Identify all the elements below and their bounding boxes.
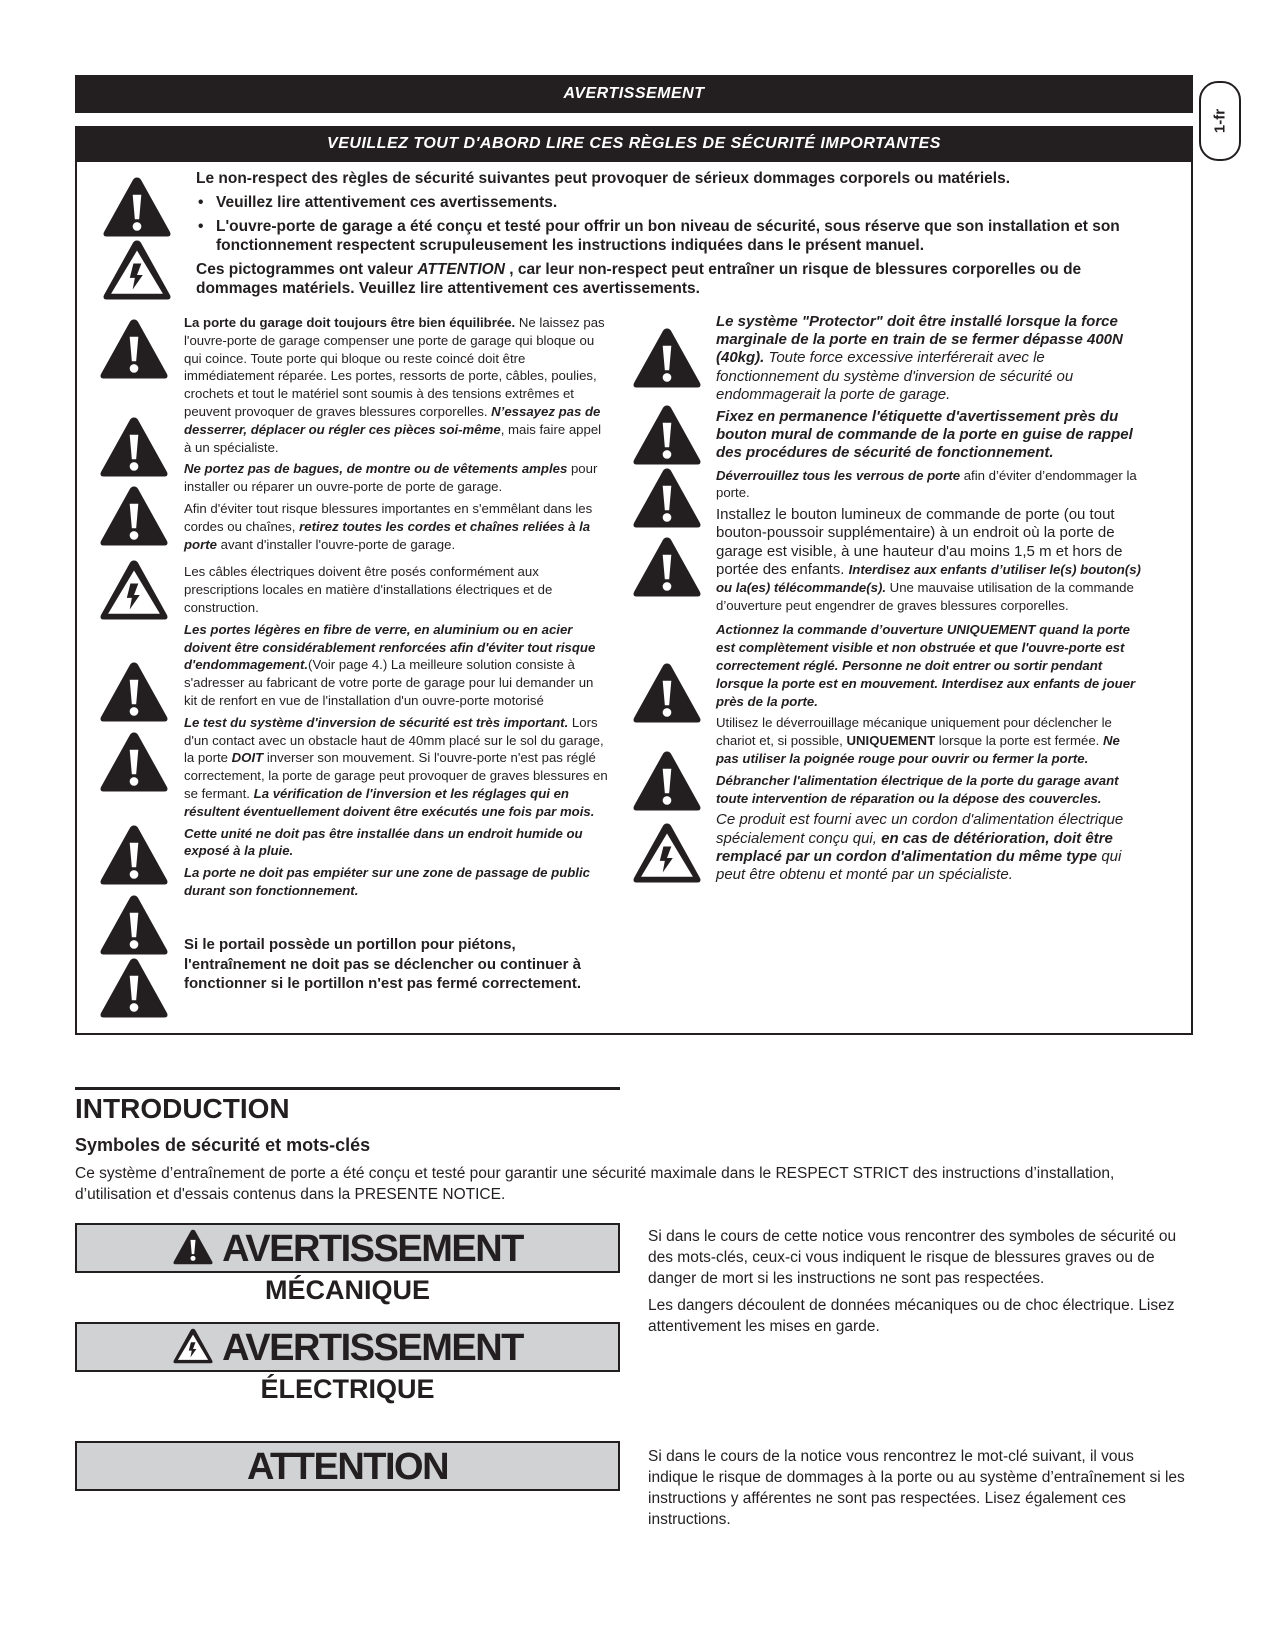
right-safety-column [716,313,1141,888]
rule-text: inverser son mouvement. Si l'ouvre-porte n'est pas réglé correctement, la porte de garage peut provoquer de graves blessures en se fermant. [184,750,608,801]
warning-banner-text: AVERTISSEMENT [563,85,705,102]
rule-text: avant d'installer l'ouvre-porte de garage. [216,536,456,552]
pictogram-note-text: , car leur non-respect peut entraîner un risque de blessures corporelles ou de dommages matériels. Veuillez lire attentivement ces avertissements. [196,261,1082,297]
electric-hazard-icon [172,1327,214,1365]
rule-emphasis: N’essayez pas de desserrer, déplacer ou régler ces pièces soi-même [184,403,601,437]
signal-word: AVERTISSEMENT [222,1327,523,1369]
rule-emphasis: Le test du système d'inversion de sécurité est très important. [184,714,569,730]
rule-text: Les câbles électriques doivent être posés conformément aux prescriptions locales en matière d'installations électriques et de construction. [184,564,553,615]
rule-item [184,500,608,553]
rule-item [716,467,1141,503]
rule-heading: La porte du garage doit toujours être bien équilibrée. [184,315,516,330]
rule-text: afin d’éviter d’endommager la porte. [716,467,1137,501]
attention-label [75,1441,620,1491]
rule-text: , mais faire appel à un spécialiste. [184,421,602,455]
rule-emphasis: Les portes légères en fibre de verre, en aluminium ou en acier doivent être considérablement renforcées afin d'éviter tout risque d'endommagement. [184,621,596,673]
electric-hazard-icon [631,820,703,886]
warning-triangle-icon [101,174,173,240]
safety-intro [196,169,1151,298]
rule-item [716,506,1141,615]
signal-word: ATTENTION [246,1446,449,1488]
rule-text: pour installer ou réparer un ouvre-porte de porte de garage. [184,461,598,495]
safety-subbanner-text: VEUILLEZ TOUT D'ABORD LIRE CES RÈGLES DE SÉCURITÉ IMPORTANTES [327,135,941,152]
warning-triangle-icon [98,483,170,549]
rule-emphasis: La porte ne doit pas empiéter sur une zone de passage de public durant son fonctionnement. [184,865,590,898]
section-rule [75,1087,620,1090]
warning-triangle-icon [631,325,703,391]
safety-bullet: • Veuillez lire attentivement ces avertissements. [196,193,1151,212]
rule-item [716,313,1141,404]
warning-triangle-icon [98,659,170,725]
warning-triangle-icon [98,729,170,795]
rule-item [716,408,1141,463]
electric-hazard-icon [98,557,170,623]
safety-bullet: • L'ouvre-porte de garage a été conçu et testé pour offrir un bon niveau de sécurité, sous réserve que son installation et son fonctionnement respectent scrupuleusement les instructions indiquées dans le présent manuel. [196,217,1151,255]
rule-item [716,621,1141,710]
rule-emphasis: Le système "Protector" doit être installé lorsque la force marginale de la porte en train de se fermer dépasse 400N (40kg). [716,313,1123,367]
rule-emphasis: en cas de détérioration, doit être remplacé par un cordon d'alimentation du même type [716,829,1113,865]
rule-text: Toute force excessive interférerait avec le fonctionnement du système d'inversion de sécurité ou endommagerait la porte de garage. [716,349,1074,403]
rule-item [184,563,608,616]
safety-subbanner [75,126,1193,162]
warning-triangle-icon [631,534,703,600]
section-subtitle: Symboles de sécurité et mots-clés [75,1135,371,1155]
rule-text: Ce produit est fourni avec un cordon d'alimentation électrique spécialement conçu qui, [716,811,1124,847]
attention-explanation [648,1446,1188,1536]
left-safety-column [184,314,608,904]
rule-text: Utilisez le déverrouillage mécanique uniquement pour déclencher le chariot et, si possible, [716,715,1112,749]
rule-heading: Si le portail possède un portillon pour piétons, l'entraînement ne doit pas se déclencher ou continuer à fonctionner si le portillon n'est pas fermé correctement. [184,936,581,992]
warning-triangle-icon [172,1228,214,1266]
warning-triangle-icon [631,660,703,726]
rule-item [184,460,608,496]
rule-text: Afin d'éviter tout risque blessures importantes en s'emmêlant dans les cordes ou chaînes, [184,500,593,534]
electrical-warning-label [75,1322,620,1372]
signal-word: AVERTISSEMENT [222,1228,523,1270]
warning-triangle-icon [631,465,703,531]
rule-text: Lors d'un contact avec un obstacle haut de 40mm placé sur le sol du garage, la porte [184,714,604,766]
rule-emphasis: DOIT [231,750,264,766]
rule-text: lorsque la porte est fermée. [935,733,1103,749]
attention-word: ATTENTION [417,261,505,278]
warning-triangle-icon [98,822,170,888]
rule-emphasis: Ne portez pas de bagues, de montre ou de vêtements amples [184,461,568,477]
intro-paragraph: Ce système d’entraînement de porte a été conçu et testé pour garantir une sécurité maximale dans le RESPECT STRICT des instructions d’installation, d’utilisation et d'essais contenus dans la PRESENTE NOTICE. [75,1165,1115,1203]
warning-triangle-icon [98,414,170,480]
pictogram-note-text: Ces pictogrammes ont valeur [196,261,418,278]
rule-text: (Voir page 4.) La meilleure solution consiste à s'adresser au fabricant de votre porte de garage pour lui demander un kit de renfort en vue de l'installation d'un ouvre-porte motorisé [184,657,594,708]
mechanical-warning-label [75,1223,620,1273]
mechanical-label: MÉCANIQUE [264,1275,430,1305]
rule-item [184,621,608,710]
pictogram-note [196,260,1151,298]
page-number: 1-fr [1211,108,1229,134]
warning-triangle-icon [98,316,170,382]
signal-text: Les dangers découlent de données mécaniques ou de choc électrique. Lisez attentivement les mises en garde. [648,1297,1175,1335]
rule-emphasis: Débrancher l'alimentation électrique de la porte du garage avant toute intervention de réparation ou la dépose des couvercles. [716,772,1119,806]
rule-emphasis: Fixez en permanence l'étiquette d'avertissement près du bouton mural de commande de la porte en guise de rappel des procédures de sécurité de fonctionnement. [716,408,1133,462]
rule-item [184,825,608,861]
electric-hazard-icon [101,237,173,303]
electrical-label: ÉLECTRIQUE [260,1374,435,1404]
rule-emphasis: UNIQUEMENT [846,733,936,749]
rule-emphasis: Interdisez aux enfants d’utiliser le(s) bouton(s) ou la(es) télécommande(s). [716,561,1141,596]
rule-text: qui peut être obtenu et monté par un spécialiste. [716,847,1122,884]
page-tab [1199,81,1241,161]
rule-text: Une mauvaise utilisation de la commande d’ouverture peut engendrer de graves blessures corporelles. [716,580,1134,614]
warning-banner [75,75,1193,113]
warning-triangle-icon [98,955,170,1021]
rule-emphasis: Déverrouillez tous les verrous de porte [716,467,961,483]
signal-text: Si dans le cours de cette notice vous rencontrer des symboles de sécurité ou des mots-clés, ceux-ci vous indiquent le risque de blessures graves ou de danger de mort si les instructions ne sont pas respectées. [648,1228,1177,1287]
rule-emphasis: retirez toutes les cordes et chaînes reliées à la porte [184,518,591,552]
rule-emphasis: Ne pas utiliser la poignée rouge pour ouvrir ou fermer la porte. [716,733,1120,767]
rule-text: Ne laissez pas l'ouvre-porte de garage compenser une porte de garage qui bloque ou qui coince. Toute porte qui bloque ou reste coincé doit être immédiatement réparée. Les portes, ressorts de porte, câbles, poulies, crochets et tout le matériel sont soumis à des tensions extrêmes et peuvent provoquer de graves blessures corporelles. [184,315,605,419]
rule-item [716,772,1141,808]
signal-explanation [648,1226,1188,1343]
signal-text: Si dans le cours de la notice vous rencontrez le mot-clé suivant, il vous indique le risque de dommages à la porte ou au système d’entraînement si les instructions y afférentes ne sont pas respectées. Lisez également ces instructions. [648,1448,1185,1528]
warning-triangle-icon [631,748,703,814]
rule-emphasis: La vérification de l'inversion et les réglages qui en résultent éventuellement doivent être exécutés une fois par mois. [184,785,595,819]
rule-item [184,714,608,821]
warning-triangle-icon [98,892,170,958]
safety-intro-line: Le non-respect des règles de sécurité suivantes peut provoquer de sérieux dommages corporels ou matériels. [196,170,1011,187]
rule-emphasis: Cette unité ne doit pas être installée dans un endroit humide ou exposé à la pluie. [184,825,583,859]
rule-item [716,811,1141,884]
pedestrian-gate-rule [184,935,604,994]
rule-item [184,864,608,900]
warning-triangle-icon [631,402,703,468]
rule-item [716,714,1141,767]
rule-text: Installez le bouton lumineux de commande de porte (ou tout bouton-poussoir supplémentaire) à un endroit où la porte de garage est visible, à une hauteur d'au moins 1,5 m et hors de portée des enfants. [716,506,1123,578]
section-title: INTRODUCTION [75,1093,290,1124]
rule-item [184,314,608,456]
rule-emphasis: Actionnez la commande d’ouverture UNIQUEMENT quand la porte est complètement visible et non obstruée et que l'ouvre-porte est correctement réglé. Personne ne doit entrer ou sortir pendant lorsque la porte est en mouvement. Interdisez aux enfants de jouer près de la porte. [716,622,1136,709]
